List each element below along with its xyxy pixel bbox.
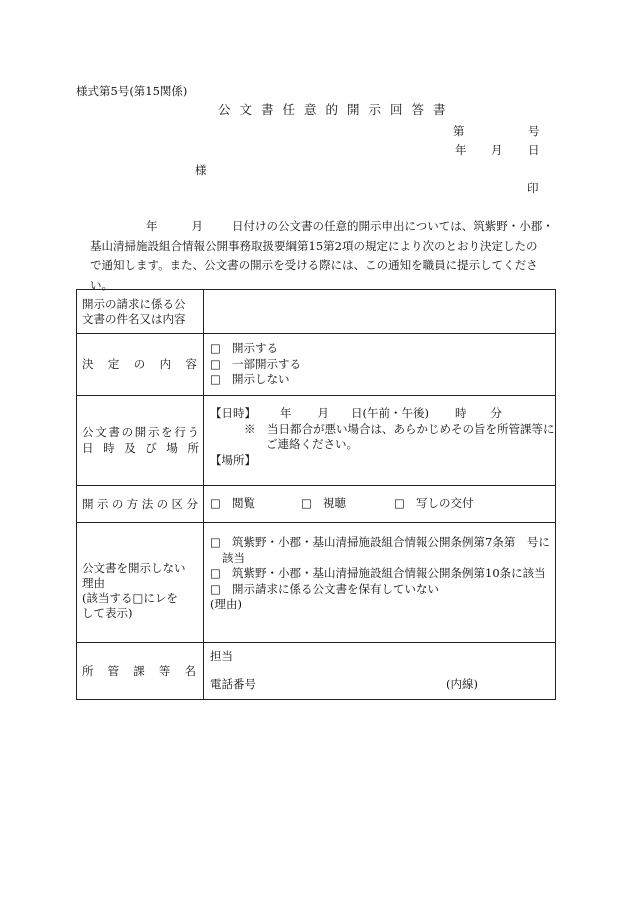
datetime-year[interactable]: 年 — [280, 406, 292, 420]
label-method-char: 方 — [126, 496, 139, 511]
datetime-minute[interactable]: 分 — [490, 406, 502, 420]
label-decision-char: の — [133, 357, 146, 371]
phone-line — [210, 677, 551, 693]
option-no-disclose[interactable] — [210, 372, 551, 388]
datetime-note-line2: ご連絡ください。 — [266, 437, 358, 451]
label-department-char: 名 — [184, 663, 196, 678]
extension-label[interactable]: (内線) — [446, 676, 478, 691]
label-datetime-char: 場 — [166, 441, 178, 455]
option-listen-label: 視聴 — [323, 496, 346, 511]
label-subject-line2: 文書の件名又は内容 — [82, 311, 186, 326]
label-method-char: 開 — [82, 496, 94, 511]
form-table — [76, 289, 556, 700]
body-month: 月 — [191, 219, 203, 233]
label-reason-line2: 理由 — [82, 576, 105, 590]
checkbox-reason-1[interactable]: □ — [210, 535, 221, 549]
label-reason — [77, 523, 204, 643]
decision-options — [204, 334, 556, 396]
datetime-hour[interactable]: 時 — [454, 406, 467, 420]
reason-detail-label[interactable]: (理由) — [210, 597, 242, 611]
label-department-char: 課 — [133, 663, 145, 678]
addressee-suffix: 様 — [195, 163, 207, 177]
label-decision — [77, 334, 204, 396]
option-view-label: 閲覧 — [232, 496, 255, 511]
body-line-4: い。 — [90, 277, 113, 292]
date-day-label: 日 — [528, 143, 540, 157]
datetime-label: 【日時】 — [210, 406, 256, 420]
label-subject — [77, 290, 204, 334]
label-datetime-char: 書 — [108, 425, 120, 439]
body-line-3: で通知します。また、公文書の開示を受ける際には、この通知を職員に提示してくださ — [90, 258, 538, 272]
place-label[interactable]: 【場所】 — [210, 452, 256, 467]
reason-1-text-cont: 該当 — [222, 550, 245, 565]
label-datetime-char: 所 — [187, 441, 199, 455]
method-options — [204, 486, 556, 523]
body-line-1 — [90, 217, 552, 237]
document-number-suffix: 号 — [528, 124, 540, 138]
label-datetime-char: の — [121, 425, 134, 439]
body-year: 年 — [146, 219, 158, 233]
label-reason-line4: して表示) — [82, 606, 133, 620]
row-method — [77, 486, 556, 523]
label-method-char: の — [111, 496, 124, 511]
person-in-charge-label[interactable]: 担当 — [210, 649, 233, 663]
subject-field[interactable] — [204, 290, 556, 334]
row-department — [77, 643, 556, 700]
option-copy-label: 写しの交付 — [416, 496, 474, 511]
label-method-char: 法 — [141, 496, 154, 511]
option-copy[interactable] — [394, 496, 474, 510]
label-department-char: 所 — [82, 663, 94, 678]
reason-field — [204, 523, 556, 643]
reason-2-text: 筑紫野・小郡・基山清掃施設組合情報公開条例第10条に該当 — [232, 566, 546, 580]
datetime-note-line1: ※ 当日都合が悪い場合は、あらかじめその旨を所管課等に — [244, 421, 555, 436]
option-partial-label: 一部開示する — [232, 356, 301, 371]
label-datetime-char: 公 — [82, 425, 94, 439]
label-decision-char: 決 — [82, 357, 94, 371]
label-datetime-char: 文 — [95, 425, 107, 439]
checkbox-reason-2[interactable]: □ — [210, 566, 221, 580]
label-method-char: 区 — [171, 496, 184, 511]
department-field — [204, 643, 556, 700]
label-department-char: 管 — [107, 663, 120, 678]
label-method-char: の — [156, 496, 169, 511]
document-number-prefix: 第 — [453, 124, 465, 138]
reason-3-text: 開示請求に係る公文書を保有していない — [232, 581, 439, 596]
checkbox-listen[interactable]: □ — [301, 496, 312, 511]
document-title: 公文書任意的開示回答書 — [218, 102, 455, 117]
method-line — [210, 496, 551, 512]
option-listen[interactable] — [301, 496, 346, 510]
date-month-label: 月 — [491, 143, 503, 157]
checkbox-view[interactable]: □ — [210, 496, 221, 511]
label-datetime-char: を — [161, 425, 173, 439]
body-line1-rest: 日付けの公文書の任意的開示申出については、筑紫野・小郡・ — [232, 219, 554, 233]
option-disclose-label: 開示する — [232, 341, 278, 356]
reason-1[interactable] — [210, 535, 551, 551]
option-partial[interactable] — [210, 357, 551, 373]
label-decision-char: 内 — [159, 357, 172, 371]
label-method-char: 示 — [96, 496, 109, 511]
label-reason-line3: (該当する□にレを — [82, 591, 178, 605]
row-decision — [77, 334, 556, 396]
option-view[interactable] — [210, 496, 255, 510]
checkbox-no-disclose[interactable]: □ — [210, 372, 221, 387]
datetime-day-ampm[interactable]: 日(午前・午後) — [351, 406, 429, 420]
label-subject-line1: 開示の請求に係る公 — [82, 296, 186, 311]
reason-1-text: 筑紫野・小郡・基山清掃施設組合情報公開条例第7条第 号に — [232, 535, 550, 549]
seal-mark: 印 — [527, 181, 539, 195]
label-datetime-char: 行 — [174, 425, 186, 439]
form-code: 様式第5号(第15関係) — [76, 84, 188, 98]
label-datetime-char: び — [145, 441, 157, 455]
label-department-char: 等 — [158, 663, 171, 678]
label-datetime-char: 日 — [82, 441, 94, 455]
checkbox-disclose[interactable]: □ — [210, 341, 221, 356]
date-year-label: 年 — [455, 143, 467, 157]
label-department — [77, 643, 204, 700]
datetime-month[interactable]: 月 — [317, 406, 329, 420]
option-no-disclose-label: 開示しない — [232, 372, 290, 387]
label-decision-char: 定 — [107, 357, 120, 371]
label-decision-char: 容 — [185, 357, 197, 371]
option-disclose[interactable] — [210, 341, 551, 357]
label-datetime-char: 示 — [147, 425, 160, 439]
label-reason-line1: 公文書を開示しない — [82, 561, 186, 575]
body-line-2: 基山清掃施設組合情報公開事務取扱要綱第15第2項の規定により次のとおり決定したの — [90, 238, 538, 253]
label-method — [77, 486, 204, 523]
label-method-char: 分 — [186, 496, 198, 511]
checkbox-partial[interactable]: □ — [210, 356, 221, 371]
checkbox-copy[interactable]: □ — [394, 496, 405, 511]
datetime-place-field — [204, 396, 556, 486]
row-reason — [77, 523, 556, 643]
checkbox-reason-3[interactable]: □ — [210, 581, 221, 596]
phone-label[interactable]: 電話番号 — [210, 676, 256, 691]
label-datetime-char: 開 — [134, 425, 147, 439]
label-datetime — [77, 396, 204, 486]
body-paragraph — [90, 217, 552, 295]
row-datetime — [77, 396, 556, 486]
reason-2[interactable] — [210, 566, 551, 582]
label-datetime-char: 及 — [124, 441, 136, 455]
label-datetime-char: う — [187, 425, 199, 439]
datetime-line — [210, 406, 551, 422]
reason-3[interactable] — [210, 582, 551, 598]
row-subject — [77, 290, 556, 334]
label-datetime-char: 時 — [103, 441, 115, 455]
